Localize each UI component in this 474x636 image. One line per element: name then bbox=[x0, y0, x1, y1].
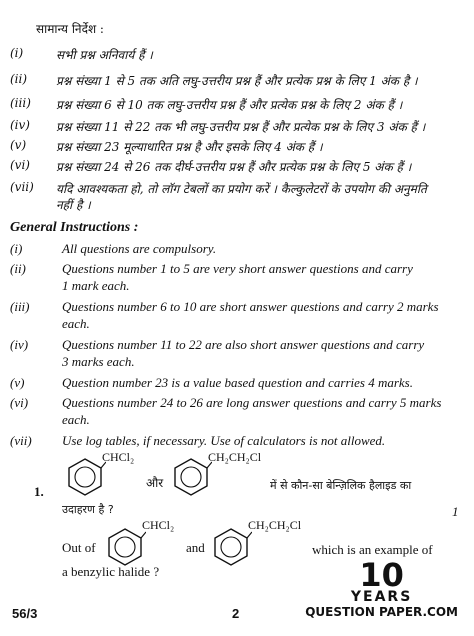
formula-label: CH₂CH₂Cl bbox=[248, 518, 302, 532]
item-text: Use log tables, if necessary. Use of calculators is not allowed. bbox=[62, 433, 386, 448]
benzene-ring-icon bbox=[170, 456, 212, 498]
formula-label: CH₂CH₂Cl bbox=[208, 450, 262, 464]
marks-label: 1 bbox=[452, 504, 459, 519]
question-suffix: which is an example of bbox=[312, 542, 433, 557]
item-text: प्रश्न संख्या 6 से 10 तक लघु-उत्तरीय प्रश्न हैं और प्रत्येक प्रश्न के लिए 2 अंक हैं । bbox=[56, 98, 403, 112]
item-text: Questions number 1 to 5 are very short answer questions and carry bbox=[62, 261, 413, 276]
item-number: (v) bbox=[10, 375, 25, 390]
item-number: (vii) bbox=[10, 433, 32, 448]
item-number: (i) bbox=[10, 241, 23, 256]
item-text: 1 mark each. bbox=[62, 278, 130, 293]
hindi-instructions-heading: सामान्य निर्देश : bbox=[36, 22, 104, 36]
item-number: (iii) bbox=[10, 299, 30, 314]
item-number: (iv) bbox=[10, 337, 29, 352]
phenylethyl-chloride-structure bbox=[170, 456, 212, 498]
item-text: All questions are compulsory. bbox=[62, 241, 217, 256]
item-text: Question number 23 is a value based question and carries 4 marks. bbox=[62, 375, 413, 390]
question-and: and bbox=[186, 540, 205, 555]
benzene-ring-icon bbox=[104, 526, 146, 568]
formula-label: CHCl₂ bbox=[142, 518, 175, 532]
item-text: Questions number 24 to 26 are long answer questions and carry 5 marks bbox=[62, 395, 442, 410]
benzene-ring-icon bbox=[64, 456, 106, 498]
hindi-and: और bbox=[146, 476, 164, 490]
question-line2: a benzylic halide ? bbox=[62, 564, 160, 579]
brand-site: QUESTION PAPER.COM bbox=[305, 605, 458, 619]
formula-label: CHCl₂ bbox=[102, 450, 135, 464]
item-number: (vii) bbox=[10, 180, 34, 194]
hindi-question-text-line2: उदाहरण है ? bbox=[62, 503, 114, 516]
item-text: नहीं है । bbox=[56, 198, 91, 212]
hindi-question-text: में से कौन-सा बेन्ज़िलिक हैलाइड का bbox=[270, 479, 412, 492]
item-text: Questions number 11 to 22 are also short answer questions and carry bbox=[62, 337, 425, 352]
item-text: प्रश्न संख्या 24 से 26 तक दीर्घ-उत्तरीय प्रश्न हैं और प्रत्येक प्रश्न के लिए 5 अंक हैं । bbox=[56, 160, 412, 174]
benzal-chloride-structure bbox=[64, 456, 106, 498]
benzal-chloride-structure bbox=[104, 526, 146, 568]
item-text: प्रश्न संख्या 1 से 5 तक अति लघु-उत्तरीय प्रश्न हैं और प्रत्येक प्रश्न के लिए 1 अंक है । bbox=[56, 74, 418, 88]
general-instructions-heading: General Instructions : bbox=[10, 220, 139, 235]
item-text: each. bbox=[62, 412, 90, 427]
phenylethyl-chloride-structure bbox=[210, 526, 252, 568]
question-prefix: Out of bbox=[62, 540, 96, 555]
benzene-ring-icon bbox=[210, 526, 252, 568]
brand-years: YEARS bbox=[350, 589, 413, 605]
item-number: (iii) bbox=[10, 96, 31, 110]
item-text: each. bbox=[62, 316, 90, 331]
item-number: (v) bbox=[10, 138, 27, 152]
item-number: (vi) bbox=[10, 158, 30, 172]
item-text: सभी प्रश्न अनिवार्य हैं । bbox=[56, 48, 153, 62]
item-text: 3 marks each. bbox=[62, 354, 135, 369]
page-number: 2 bbox=[232, 606, 240, 621]
brand-number: 10 bbox=[359, 556, 404, 594]
item-text: प्रश्न संख्या 11 से 22 तक भी लघु-उत्तरीय प्रश्न हैं और प्रत्येक प्रश्न के लिए 3 अंक हैं । bbox=[56, 120, 426, 134]
item-text: प्रश्न संख्या 23 मूल्याधारित प्रश्न है और इसके लिए 4 अंक हैं । bbox=[56, 140, 323, 154]
item-number: (ii) bbox=[10, 72, 28, 86]
item-number: (vi) bbox=[10, 395, 29, 410]
brand-watermark bbox=[305, 556, 458, 620]
item-number: (ii) bbox=[10, 261, 26, 276]
item-number: (i) bbox=[10, 46, 24, 60]
question-number: 1. bbox=[34, 484, 44, 499]
item-text: Questions number 6 to 10 are short answer questions and carry 2 marks bbox=[62, 299, 439, 314]
item-number: (iv) bbox=[10, 118, 30, 132]
item-text: यदि आवश्यकता हो, तो लॉग टेबलों का प्रयोग करें । कैल्कुलेटरों के उपयोग की अनुमति bbox=[56, 182, 427, 196]
paper-code: 56/3 bbox=[12, 606, 38, 621]
